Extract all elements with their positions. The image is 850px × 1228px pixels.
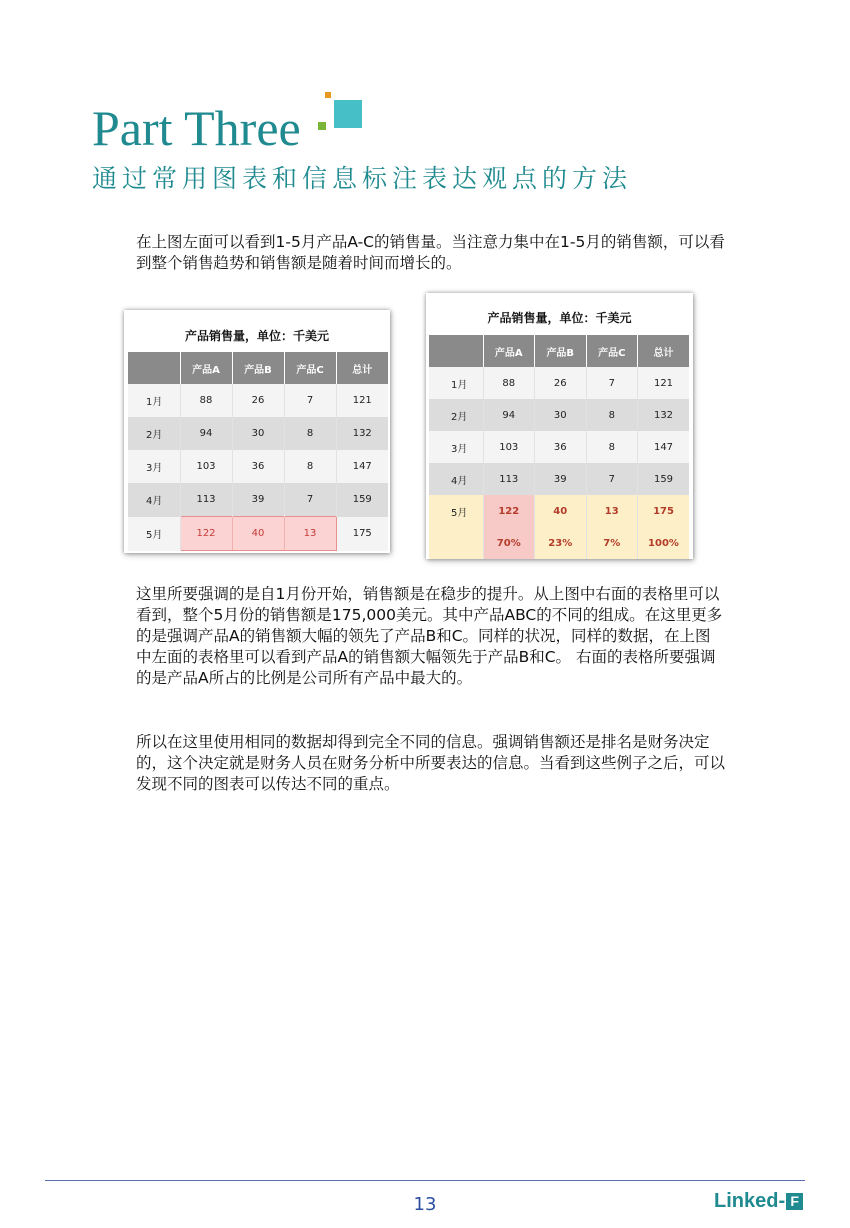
percent-cell: 23% <box>535 527 587 559</box>
total-cell: 159 <box>638 463 690 495</box>
paragraph-intro: 在上图左面可以看到1-5月产品A-C的销售量。当注意力集中在1-5月的销售额，可以看到整个销售趋势和销售额是随着时间而增长的。 <box>136 233 725 272</box>
highlighted-cell: 13 <box>586 495 638 527</box>
month-cell: 4月 <box>429 463 483 495</box>
total-cell: 159 <box>336 483 388 517</box>
section-subtitle: 通过常用图表和信息标注表达观点的方法 <box>92 164 633 193</box>
footer-divider <box>45 1180 805 1181</box>
value-cell: 7 <box>284 384 336 417</box>
value-cell: 113 <box>483 463 535 495</box>
table-row-highlighted <box>429 495 689 527</box>
table-row <box>429 431 689 463</box>
month-cell: 2月 <box>429 399 483 431</box>
sales-table-right <box>426 293 693 559</box>
value-cell: 88 <box>180 384 232 417</box>
total-cell: 121 <box>336 384 388 417</box>
header-cell: 产品A <box>483 335 535 367</box>
value-cell: 94 <box>180 417 232 450</box>
total-cell: 147 <box>336 450 388 483</box>
value-cell: 7 <box>284 483 336 517</box>
value-cell: 30 <box>535 399 587 431</box>
highlighted-cell: 40 <box>535 495 587 527</box>
month-cell: 3月 <box>429 431 483 463</box>
highlighted-cell: 122 <box>483 495 535 527</box>
month-cell: 4月 <box>128 483 180 517</box>
table-row <box>128 450 388 483</box>
header-cell <box>128 352 180 384</box>
table-row <box>128 384 388 417</box>
value-cell: 7 <box>586 463 638 495</box>
brand-logo <box>714 1190 803 1213</box>
header-cell: 产品B <box>232 352 284 384</box>
value-cell: 26 <box>535 367 587 399</box>
sales-table-left <box>124 310 390 553</box>
total-cell: 175 <box>336 517 388 551</box>
value-cell: 8 <box>284 450 336 483</box>
value-cell: 36 <box>232 450 284 483</box>
highlighted-cell: 40 <box>232 517 284 551</box>
table-row <box>429 399 689 431</box>
header-cell: 产品C <box>586 335 638 367</box>
table-row-highlighted <box>128 517 388 551</box>
percent-cell: 100% <box>638 527 690 559</box>
value-cell: 8 <box>284 417 336 450</box>
header-cell: 总计 <box>336 352 388 384</box>
paragraph-conclusion: 所以在这里使用相同的数据却得到完全不同的信息。强调销售额还是排名是财务决定的，这个决定就是财务人员在财务分析中所要表达的信息。当看到这些例子之后，可以发现不同的图表可以传达不同的重点。 <box>136 733 726 793</box>
percent-cell: 7% <box>586 527 638 559</box>
total-cell: 132 <box>336 417 388 450</box>
header-cell: 产品A <box>180 352 232 384</box>
value-cell: 103 <box>180 450 232 483</box>
value-cell: 8 <box>586 399 638 431</box>
value-cell: 8 <box>586 431 638 463</box>
value-cell: 36 <box>535 431 587 463</box>
highlighted-cell: 122 <box>180 517 232 551</box>
month-cell: 3月 <box>128 450 180 483</box>
month-cell: 5月 <box>128 517 180 551</box>
table-row-percent <box>429 527 689 559</box>
paragraph-analysis: 这里所要强调的是自1月份开始，销售额是在稳步的提升。从上图中右面的表格里可以看到，整个5月份的销售额是175,000美元。其中产品ABC的不同的组成。在这里更多的是强调产品A的销售额大幅的领先了产品B和C。同样的状况，同样的数据，在上图中左面的表格里可以看到产品A的销售额大幅领先于产品B和C。 右面的表格所要强调的是产品A所占的比例是公司所有产品中最大的。 <box>136 585 723 687</box>
table-row <box>429 463 689 495</box>
header-cell: 产品B <box>535 335 587 367</box>
month-cell: 1月 <box>128 384 180 417</box>
percent-cell: 70% <box>483 527 535 559</box>
table-row <box>128 417 388 450</box>
table-title: 产品销售量，单位：千美元 <box>487 311 632 325</box>
brand-text: Linked- <box>714 1190 786 1212</box>
header-cell: 产品C <box>284 352 336 384</box>
month-cell: 1月 <box>429 367 483 399</box>
table-title: 产品销售量，单位：千美元 <box>184 329 329 343</box>
month-cell: 2月 <box>128 417 180 450</box>
value-cell: 39 <box>232 483 284 517</box>
squares-logo-icon <box>318 92 364 138</box>
total-cell: 132 <box>638 399 690 431</box>
value-cell: 94 <box>483 399 535 431</box>
highlighted-cell: 175 <box>638 495 690 527</box>
month-cell <box>429 527 483 559</box>
table-row <box>429 367 689 399</box>
value-cell: 7 <box>586 367 638 399</box>
part-title: Part Three <box>92 100 301 156</box>
value-cell: 103 <box>483 431 535 463</box>
value-cell: 88 <box>483 367 535 399</box>
page-number: 13 <box>413 1194 437 1215</box>
header-cell: 总计 <box>638 335 690 367</box>
header-cell <box>429 335 483 367</box>
value-cell: 113 <box>180 483 232 517</box>
brand-mark-icon: F <box>786 1193 803 1210</box>
value-cell: 39 <box>535 463 587 495</box>
value-cell: 30 <box>232 417 284 450</box>
table-row <box>128 483 388 517</box>
total-cell: 147 <box>638 431 690 463</box>
highlighted-cell: 13 <box>284 517 336 551</box>
month-cell: 5月 <box>429 495 483 527</box>
total-cell: 121 <box>638 367 690 399</box>
value-cell: 26 <box>232 384 284 417</box>
